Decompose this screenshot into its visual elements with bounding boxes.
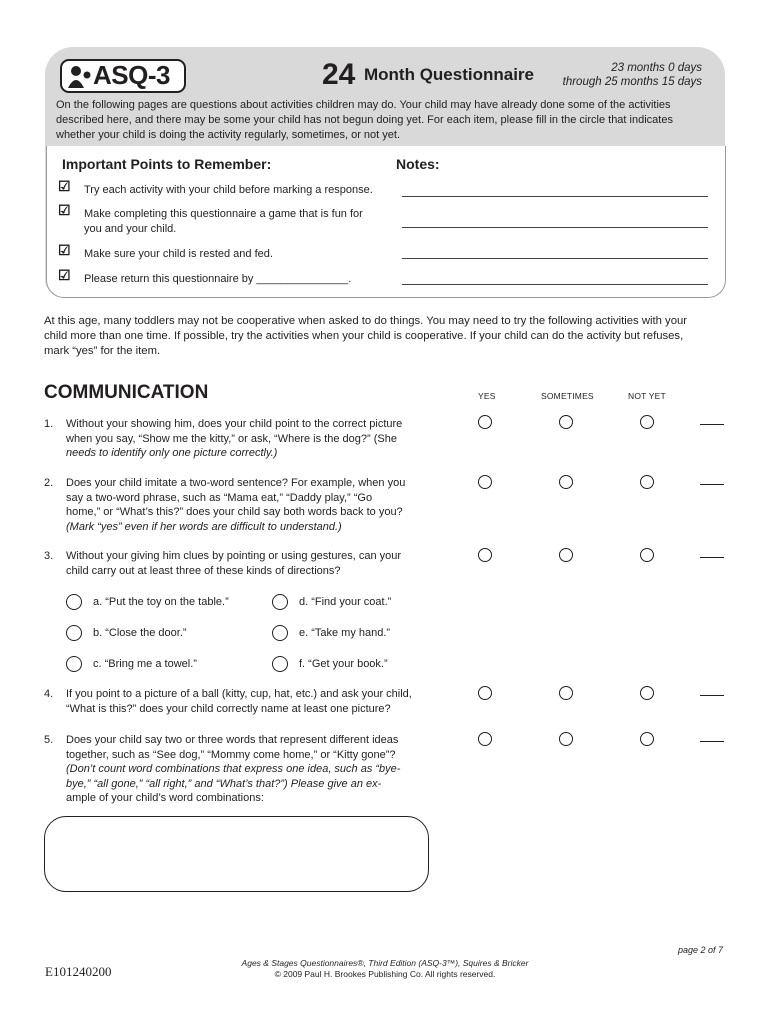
response-yes-radio[interactable]	[478, 686, 492, 700]
question-line: say a two-word phrase, such as “Mama eat,” “Daddy play,” “Go	[66, 491, 373, 504]
important-item-text: you and your child.	[84, 223, 177, 235]
intro-line: On the following pages are questions about activities children may do. Your child may have already done some of the activities	[56, 99, 671, 111]
direction-a-checkbox[interactable]	[66, 594, 82, 610]
direction-f-label: f. “Get your book.”	[299, 658, 388, 670]
important-item	[84, 183, 394, 198]
important-item-text: Make completing this questionnaire a game that is fun for	[84, 208, 363, 220]
word-combinations-answer-box[interactable]	[44, 816, 429, 892]
column-header-sometimes: SOMETIMES	[541, 391, 594, 401]
response-yes-radio[interactable]	[478, 732, 492, 746]
question-number: 5.	[44, 734, 54, 746]
question-line: (Mark “yes” even if her words are difficult to understand.)	[66, 520, 342, 533]
score-line[interactable]	[700, 484, 724, 485]
question-3	[44, 549, 434, 578]
response-sometimes-radio[interactable]	[559, 475, 573, 489]
section-title: COMMUNICATION	[44, 382, 209, 403]
notes-line[interactable]	[402, 196, 708, 197]
title-text: Month Questionnaire	[364, 65, 534, 84]
intro-line: whether your child is doing the activity regularly, sometimes, or not yet.	[56, 129, 401, 141]
checkbox-checked-icon: ☑	[58, 242, 71, 258]
response-not-yet-radio[interactable]	[640, 475, 654, 489]
credit-line: © 2009 Paul H. Brookes Publishing Co. All rights reserved.	[274, 969, 496, 979]
question-line: (Don’t count word combinations that express one idea, such as “bye-	[66, 763, 401, 775]
response-not-yet-radio[interactable]	[640, 732, 654, 746]
question-2	[44, 476, 434, 534]
question-number: 2.	[44, 477, 54, 489]
question-4	[44, 687, 434, 716]
notes-line[interactable]	[402, 258, 708, 259]
notes-heading: Notes:	[396, 156, 440, 172]
checkbox-checked-icon: ☑	[58, 267, 71, 283]
toddler-note	[44, 314, 734, 359]
question-text	[66, 417, 434, 461]
toddler-note-line: child more than one time. If possible, try the activities when your child is cooperative. If your child can do the activity but refuses,	[44, 330, 684, 342]
direction-d-label: d. “Find your coat.”	[299, 596, 392, 608]
response-not-yet-radio[interactable]	[640, 415, 654, 429]
question-number: 4.	[44, 688, 54, 700]
column-header-not-yet: NOT YET	[628, 391, 666, 401]
question-line: “What is this?” does your child correctly name at least one picture?	[66, 702, 391, 715]
response-sometimes-radio[interactable]	[559, 415, 573, 429]
notes-line[interactable]	[402, 227, 708, 228]
response-sometimes-radio[interactable]	[559, 548, 573, 562]
important-item	[84, 272, 394, 287]
toddler-note-line: At this age, many toddlers may not be cooperative when asked to do things. You may need to try the following activities with your	[44, 315, 688, 327]
response-sometimes-radio[interactable]	[559, 732, 573, 746]
response-sometimes-radio[interactable]	[559, 686, 573, 700]
important-item	[84, 247, 394, 262]
question-line: If you point to a picture of a ball (kitty, cup, hat, etc.) and ask your child,	[66, 688, 412, 700]
question-line: Does your child imitate a two-word sentence? For example, when you	[66, 477, 406, 489]
intro-line: described here, and there may be some your child has not begun doing yet. For each item, please fill in the circle that indicates	[56, 114, 673, 126]
important-item	[84, 207, 394, 237]
question-number: 3.	[44, 550, 54, 562]
direction-c-checkbox[interactable]	[66, 656, 82, 672]
response-not-yet-radio[interactable]	[640, 686, 654, 700]
response-not-yet-radio[interactable]	[640, 548, 654, 562]
toddler-note-line: mark “yes” for the item.	[44, 345, 161, 357]
column-header-yes: YES	[478, 391, 496, 401]
score-line[interactable]	[700, 695, 724, 696]
direction-a-label: a. “Put the toy on the table.”	[93, 596, 229, 608]
title-number: 24	[322, 58, 356, 91]
checkbox-checked-icon: ☑	[58, 178, 71, 194]
question-line: Without your giving him clues by pointing or using gestures, can your	[66, 550, 402, 562]
score-line[interactable]	[700, 741, 724, 742]
question-line: Without your showing him, does your child point to the correct picture	[66, 418, 403, 430]
important-item-text: Please return this questionnaire by _______________.	[84, 273, 352, 285]
notes-line[interactable]	[402, 284, 708, 285]
question-number: 1.	[44, 418, 54, 430]
important-heading: Important Points to Remember:	[62, 156, 272, 172]
logo-text: ASQ-3	[93, 60, 170, 90]
question-text	[66, 733, 434, 806]
question-line: ample of your child’s word combinations:	[66, 792, 264, 804]
intro-text	[56, 98, 726, 143]
checkbox-checked-icon: ☑	[58, 202, 71, 218]
question-text	[66, 549, 434, 578]
direction-c-label: c. “Bring me a towel.”	[93, 658, 197, 670]
age-range-line2: through 25 months 15 days	[562, 76, 702, 88]
response-yes-radio[interactable]	[478, 548, 492, 562]
important-item-text: Try each activity with your child before marking a response.	[84, 184, 373, 196]
direction-e-label: e. “Take my hand.”	[299, 627, 391, 639]
question-line: when you say, “Show me the kitty,” or ask, “Where is the dog?” (She	[66, 432, 397, 445]
credit-line: Ages & Stages Questionnaires®, Third Edition (ASQ-3™), Squires & Bricker	[241, 958, 529, 968]
direction-b-checkbox[interactable]	[66, 625, 82, 641]
question-5	[44, 733, 434, 806]
question-text	[66, 687, 434, 716]
question-line: home,” or “What’s this?” does your child say both words back to you?	[66, 506, 403, 518]
direction-d-checkbox[interactable]	[272, 594, 288, 610]
important-item-text: Make sure your child is rested and fed.	[84, 248, 273, 260]
age-range-line1: 23 months 0 days	[611, 62, 702, 74]
asq3-logo	[60, 58, 186, 94]
response-yes-radio[interactable]	[478, 415, 492, 429]
copyright	[200, 958, 570, 980]
question-line: bye,” “all gone,” “all right,” and “What’s that?”) Please give an ex-	[66, 777, 382, 790]
score-line[interactable]	[700, 557, 724, 558]
question-text	[66, 476, 434, 534]
question-line: Does your child say two or three words that represent different ideas	[66, 734, 399, 746]
question-1	[44, 417, 434, 461]
question-line: needs to identify only one picture correctly.)	[66, 447, 278, 459]
score-line[interactable]	[700, 424, 724, 425]
question-line: together, such as “See dog,” “Mommy come home,” or “Kitty gone”?	[66, 748, 396, 761]
question-line: child carry out at least three of these kinds of directions?	[66, 564, 341, 577]
direction-e-checkbox[interactable]	[272, 625, 288, 641]
page-number: page 2 of 7	[677, 945, 723, 955]
response-yes-radio[interactable]	[478, 475, 492, 489]
form-id: E101240200	[45, 964, 112, 979]
direction-f-checkbox[interactable]	[272, 656, 288, 672]
direction-b-label: b. “Close the door.”	[93, 627, 187, 639]
